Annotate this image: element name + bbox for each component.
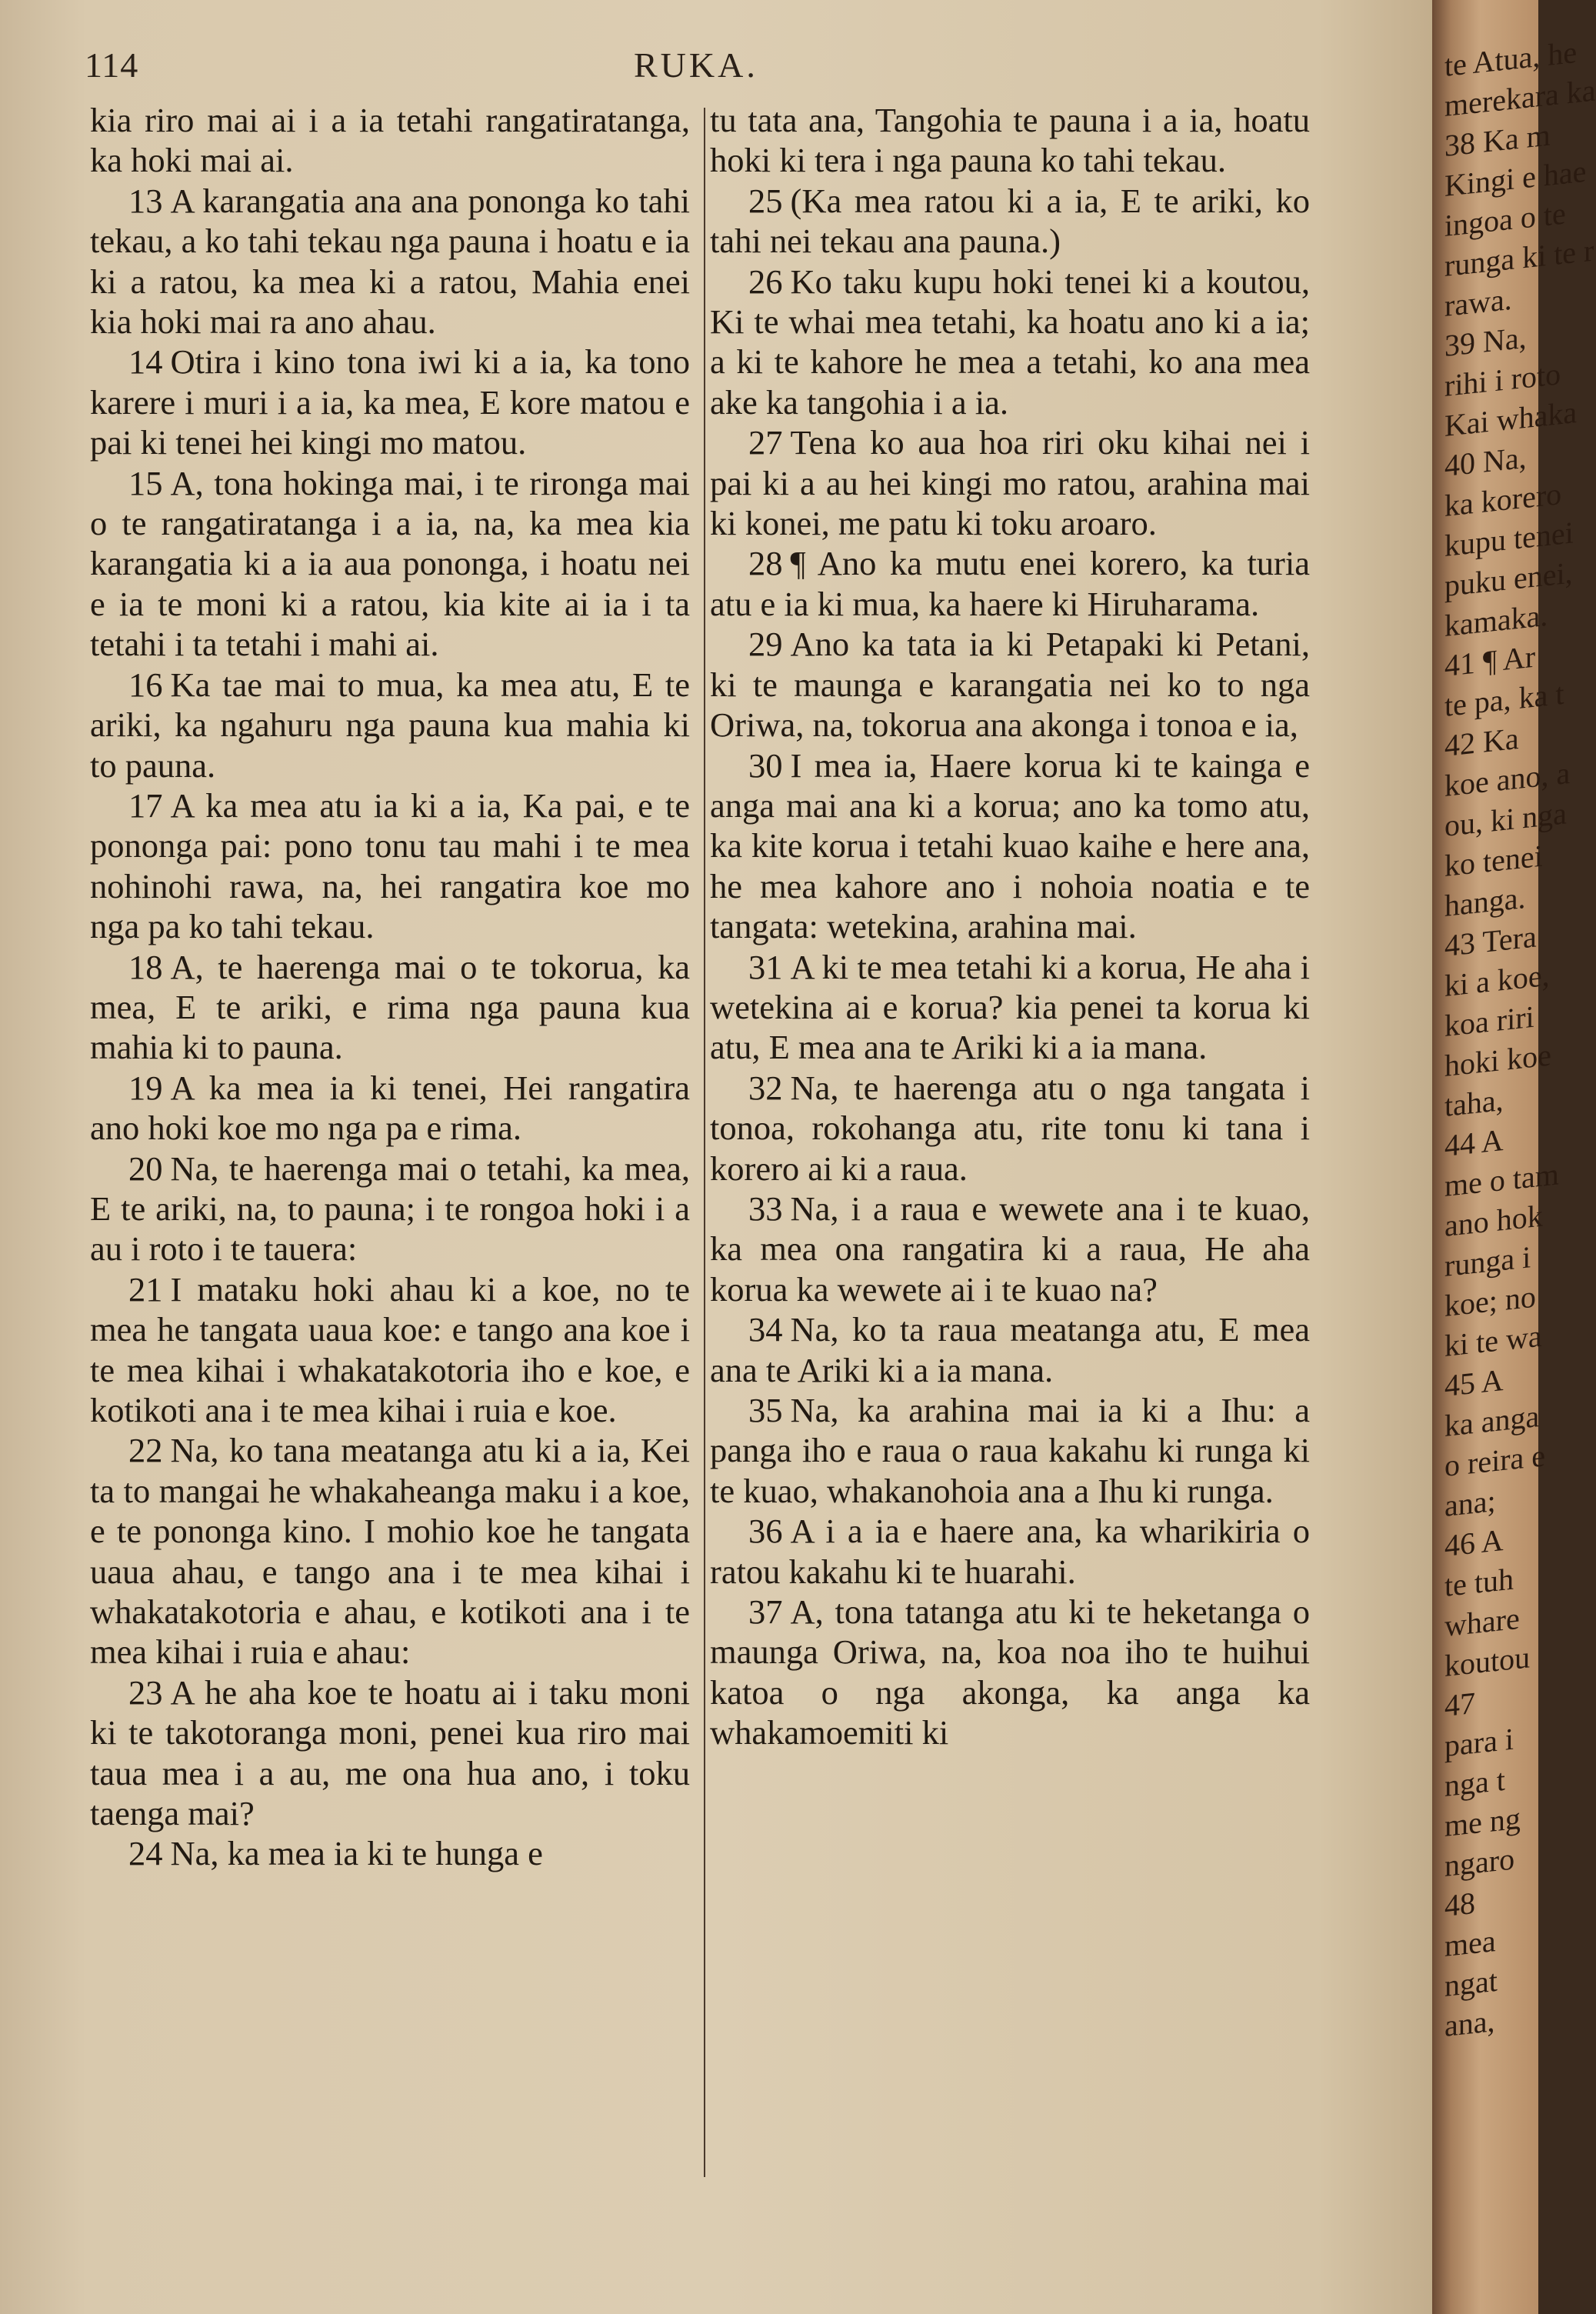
verse-text: A i a ia e haere ana, ka wharikiria o ratou kakahu ki te huarahi. — [710, 1512, 1310, 1591]
next-page-fragment: kamaka. — [1444, 597, 1548, 643]
verse-paragraph — [710, 422, 1310, 543]
verse-text: I mataku hoki ahau ki a koe, no te mea he tangata uaua koe: e tango ana koe i te mea kihai i whakatakotoria iho e koe, e kotikoti ana i te mea kihai i ruia e koe. — [90, 1269, 690, 1429]
verse-text: A he aha koe te hoatu ai i taku moni ki te takotoranga moni, penei kua riro mai taua mea i a au, me ona hua ano, i toku taenga mai? — [90, 1672, 690, 1833]
verse-text: A ki te mea tetahi ki a korua, He aha i wetekina ai e korua? kia penei ta korua ki atu, E mea ana te Ariki ki a ia mana. — [710, 947, 1310, 1067]
column-divider — [704, 108, 705, 2177]
next-page-fragment: whare — [1444, 1600, 1520, 1643]
verse-text: A, tona hokinga mai, i te rironga mai o te rangatiratanga i a ia, na, ka mea kia karangatia ki a ia aua pononga, i hoatu nei e ia te moni ki a ratou, kia kite ai ia i ta tetahi i ta tetahi i mahi ai. — [90, 463, 690, 664]
verse-paragraph — [710, 181, 1310, 262]
verse-number: 37 — [748, 1592, 783, 1632]
next-page-fragment: ko tenei — [1444, 838, 1543, 883]
next-page-fragment: koa riri — [1444, 999, 1534, 1043]
verse-text: A karangatia ana ana pononga ko tahi tekau, a ko tahi tekau nga pauna i hoatu e ia ki a ratou, ka mea ki a ratou, Mahia enei kia hoki mai ra ano ahau. — [90, 181, 690, 342]
next-page-fragment: koutou — [1444, 1639, 1531, 1683]
right-column — [710, 100, 1310, 1753]
verse-paragraph — [90, 463, 690, 665]
verse-number: 34 — [748, 1310, 783, 1349]
next-page-fragment: ana, — [1444, 2003, 1495, 2043]
verse-text: I mea ia, Haere korua ki te kainga e anga mai ana ki a korua; ano ka tomo atu, ka kite korua i tetahi kuao kaihe e here ana, he mea kahore ano i nohoia noatia e te tangata: wetekina, arahina mai. — [710, 745, 1310, 946]
verse-number: 27 — [748, 423, 783, 462]
verse-text: (Ka mea ratou ki a ia, E te ariki, ko tahi nei tekau ana pauna.) — [710, 181, 1310, 261]
verse-number: 14 — [128, 342, 163, 382]
verse-text: Na, te haerenga mai o tetahi, ka mea, E te ariki, na, to pauna; i te rongoa hoki i a au i roto i te tauera: — [90, 1149, 690, 1269]
next-page-fragment: ka anga — [1444, 1399, 1540, 1443]
next-page-fragment: Kai whaka — [1444, 394, 1578, 443]
verse-paragraph — [710, 1189, 1310, 1309]
verse-number: 28 — [748, 544, 783, 583]
next-page-fragment: te tuh — [1444, 1561, 1514, 1603]
verse-number: 21 — [128, 1269, 163, 1309]
next-page-fragment: 47 — [1444, 1685, 1475, 1723]
verse-paragraph — [90, 342, 690, 462]
page-number: 114 — [85, 45, 139, 85]
verse-number: 31 — [748, 947, 783, 986]
verse-number: 32 — [748, 1068, 783, 1107]
next-page-fragment: 39 Na, — [1444, 319, 1527, 363]
verse-paragraph — [90, 1833, 690, 1873]
verse-paragraph — [710, 1592, 1310, 1753]
verse-number: 19 — [128, 1068, 163, 1107]
next-page-fragment: rihi i roto — [1444, 356, 1561, 403]
next-page-fragment: hoki koe — [1444, 1037, 1551, 1083]
verse-number: 36 — [748, 1512, 783, 1551]
next-page-fragment: nga t — [1444, 1762, 1505, 1803]
verse-paragraph — [710, 262, 1310, 423]
next-page-fragment: ka korero — [1444, 476, 1562, 523]
next-page-fragment: merekara ka — [1444, 72, 1596, 123]
verse-number: 24 — [128, 1834, 163, 1873]
verse-text: kia riro mai ai i a ia tetahi rangatiratanga, ka hoki mai ai. — [90, 101, 690, 180]
verse-number: 22 — [128, 1431, 163, 1470]
next-page-fragment: 45 A — [1444, 1362, 1504, 1403]
verse-number: 16 — [128, 665, 163, 704]
next-page-fragment: 46 A — [1444, 1522, 1504, 1563]
verse-paragraph — [90, 1430, 690, 1672]
verse-paragraph — [710, 624, 1310, 745]
verse-paragraph — [710, 1511, 1310, 1592]
verse-text: Ano ka tata ia ki Petapaki ki Petani, ki te maunga e karangatia nei ko to nga Oriwa, na, tokorua ana akonga i tonoa e ia, — [710, 625, 1310, 745]
verse-paragraph — [90, 1149, 690, 1269]
verse-paragraph — [90, 1068, 690, 1149]
next-page-fragment: o reira e — [1444, 1438, 1546, 1483]
verse-number: 18 — [128, 947, 163, 986]
verse-text: ¶ Ano ka mutu enei korero, ka turia atu e ia ki mua, ka haere ki Hiruharama. — [710, 544, 1310, 623]
next-page-fragment: ki te wa — [1444, 1318, 1542, 1363]
verse-text: A ka mea ia ki tenei, Hei rangatira ano hoki koe mo nga pa e rima. — [90, 1068, 690, 1148]
verse-number: 15 — [128, 463, 163, 502]
next-page-fragment: koe ano, a — [1444, 755, 1571, 803]
verse-number: 17 — [128, 785, 163, 825]
next-page-fragment: taha, — [1444, 1082, 1504, 1123]
next-page-fragment: ngat — [1444, 1962, 1498, 2003]
verse-text: Ka tae mai to mua, ka mea atu, E te ariki, ka ngahuru nga pauna kua mahia ki to pauna. — [90, 665, 690, 785]
verse-number: 29 — [748, 625, 783, 664]
next-page-fragment: mea — [1444, 1922, 1496, 1963]
next-page-fragment: ki a koe, — [1444, 957, 1550, 1003]
left-column — [90, 100, 690, 1874]
verse-text: Tena ko aua hoa riri oku kihai nei i pai ki a au hei kingi mo ratou, arahina mai ki konei, me patu ki toku aroaro. — [710, 423, 1310, 543]
verse-text: tu tata ana, Tangohia te pauna i a ia, hoatu hoki ki tera i nga pauna ko tahi tekau. — [710, 101, 1310, 180]
verse-paragraph — [90, 665, 690, 785]
verse-paragraph — [710, 100, 1310, 181]
next-page-fragment: 44 A — [1444, 1122, 1504, 1163]
verse-number: 23 — [128, 1672, 163, 1712]
verse-paragraph — [90, 947, 690, 1068]
verse-paragraph — [710, 745, 1310, 947]
next-page-fragment: me ng — [1444, 1800, 1521, 1843]
next-page-fragment: ngaro — [1444, 1841, 1515, 1883]
next-page-fragment: 40 Na, — [1444, 439, 1527, 483]
next-page-fragment: hanga. — [1444, 879, 1526, 923]
next-page-fragment: me o tam — [1444, 1156, 1559, 1203]
verse-number: 30 — [748, 745, 783, 785]
verse-text: A, tona tatanga atu ki te heketanga o maunga Oriwa, na, koa noa iho te huihui katoa o nga akonga, ka anga ka whakamoemiti ki — [710, 1592, 1310, 1752]
verse-paragraph — [710, 1068, 1310, 1189]
verse-number: 20 — [128, 1149, 163, 1188]
next-page-fragment: para i — [1444, 1721, 1514, 1763]
verse-paragraph — [90, 100, 690, 181]
next-page-fragment: runga ki te r — [1444, 232, 1594, 283]
verse-text: Na, ko ta raua meatanga atu, E mea ana te Ariki ki a ia mana. — [710, 1310, 1310, 1389]
next-page-edge — [1432, 0, 1596, 2314]
verse-number: 25 — [748, 181, 783, 220]
next-page-fragment: kupu tenei — [1444, 515, 1574, 563]
next-page-fragment: 48 — [1444, 1885, 1475, 1923]
next-page-fragment: Kingi e hae — [1444, 153, 1587, 203]
next-page-fragment: puku enei, — [1444, 555, 1573, 603]
verse-number: 13 — [128, 181, 163, 220]
verse-number: 33 — [748, 1189, 783, 1228]
next-page-fragment: ano hok — [1444, 1198, 1543, 1243]
next-page-fragment: te Atua, he — [1444, 34, 1578, 83]
verse-text: A ka mea atu ia ki a ia, Ka pai, e te pononga pai: pono tonu tau mahi i te mea nohinohi rawa, na, hei rangatira koe mo nga pa ko tahi tekau. — [90, 785, 690, 946]
next-page-fragment: te pa, ka t — [1444, 675, 1564, 723]
next-page-fragment: 42 Ka — [1444, 720, 1519, 763]
verse-paragraph — [90, 785, 690, 947]
next-page-fragment: ingoa o te — [1444, 195, 1566, 243]
running-title: RUKA. — [634, 45, 758, 85]
verse-number: 35 — [748, 1391, 783, 1429]
next-page-fragment: 38 Ka m — [1444, 117, 1551, 163]
verse-paragraph — [710, 1390, 1310, 1511]
verse-paragraph — [710, 947, 1310, 1068]
next-page-fragment: koe; no — [1444, 1279, 1536, 1323]
next-page-fragment: ana; — [1444, 1482, 1496, 1523]
verse-text: Otira i kino tona iwi ki a ia, ka tono karere i muri i a ia, ka mea, E kore matou e pai ki tenei hei kingi mo matou. — [90, 342, 690, 462]
page-header — [0, 45, 1432, 91]
verse-text: Ko taku kupu hoki tenei ki a koutou, Ki te whai mea tetahi, ka hoatu ano ki a ia; a ki te kahore he mea a tetahi, ko ana mea ake ka tangohia i a ia. — [710, 262, 1310, 422]
verse-text: Na, ko tana meatanga atu ki a ia, Kei ta to mangai he whakaheanga maku i a koe, e te pononga kino. I mohio koe he tangata uaua ahau, e tango ana i te mea kihai i whakatakotoria e ahau, e kotikoti ana i te mea kihai i ruia e ahau: — [90, 1431, 690, 1672]
verse-text: Na, i a raua e wewete ana i te kuao, ka mea ona rangatira ki a raua, He aha korua ka wewete ai i te kuao na? — [710, 1189, 1310, 1309]
next-page-fragment: rawa. — [1444, 281, 1512, 323]
verse-text: Na, ka arahina mai ia ki a Ihu: a panga iho e raua o raua kakahu ki runga ki te kuao, whakanohoia ana a Ihu ki runga. — [710, 1391, 1310, 1510]
next-page-fragment: 43 Tera — [1444, 919, 1537, 963]
next-page-text — [1444, 34, 1596, 2046]
next-page-fragment: ou, ki nga — [1444, 795, 1567, 843]
verse-paragraph — [710, 543, 1310, 624]
verse-paragraph — [90, 1269, 690, 1431]
next-page-fragment: 41 ¶ Ar — [1444, 639, 1536, 683]
verse-text: A, te haerenga mai o te tokorua, ka mea, E te ariki, e rima nga pauna kua mahia ki to pauna. — [90, 947, 690, 1067]
verse-text: Na, ka mea ia ki te hunga e — [170, 1834, 543, 1873]
verse-paragraph — [90, 181, 690, 342]
next-page-fragment: runga i — [1444, 1239, 1531, 1283]
verse-paragraph — [90, 1672, 690, 1834]
verse-paragraph — [710, 1309, 1310, 1390]
verse-text: Na, te haerenga atu o nga tangata i tonoa, rokohanga atu, rite tonu ki tana i korero ai ki a raua. — [710, 1068, 1310, 1188]
verse-number: 26 — [748, 262, 783, 301]
